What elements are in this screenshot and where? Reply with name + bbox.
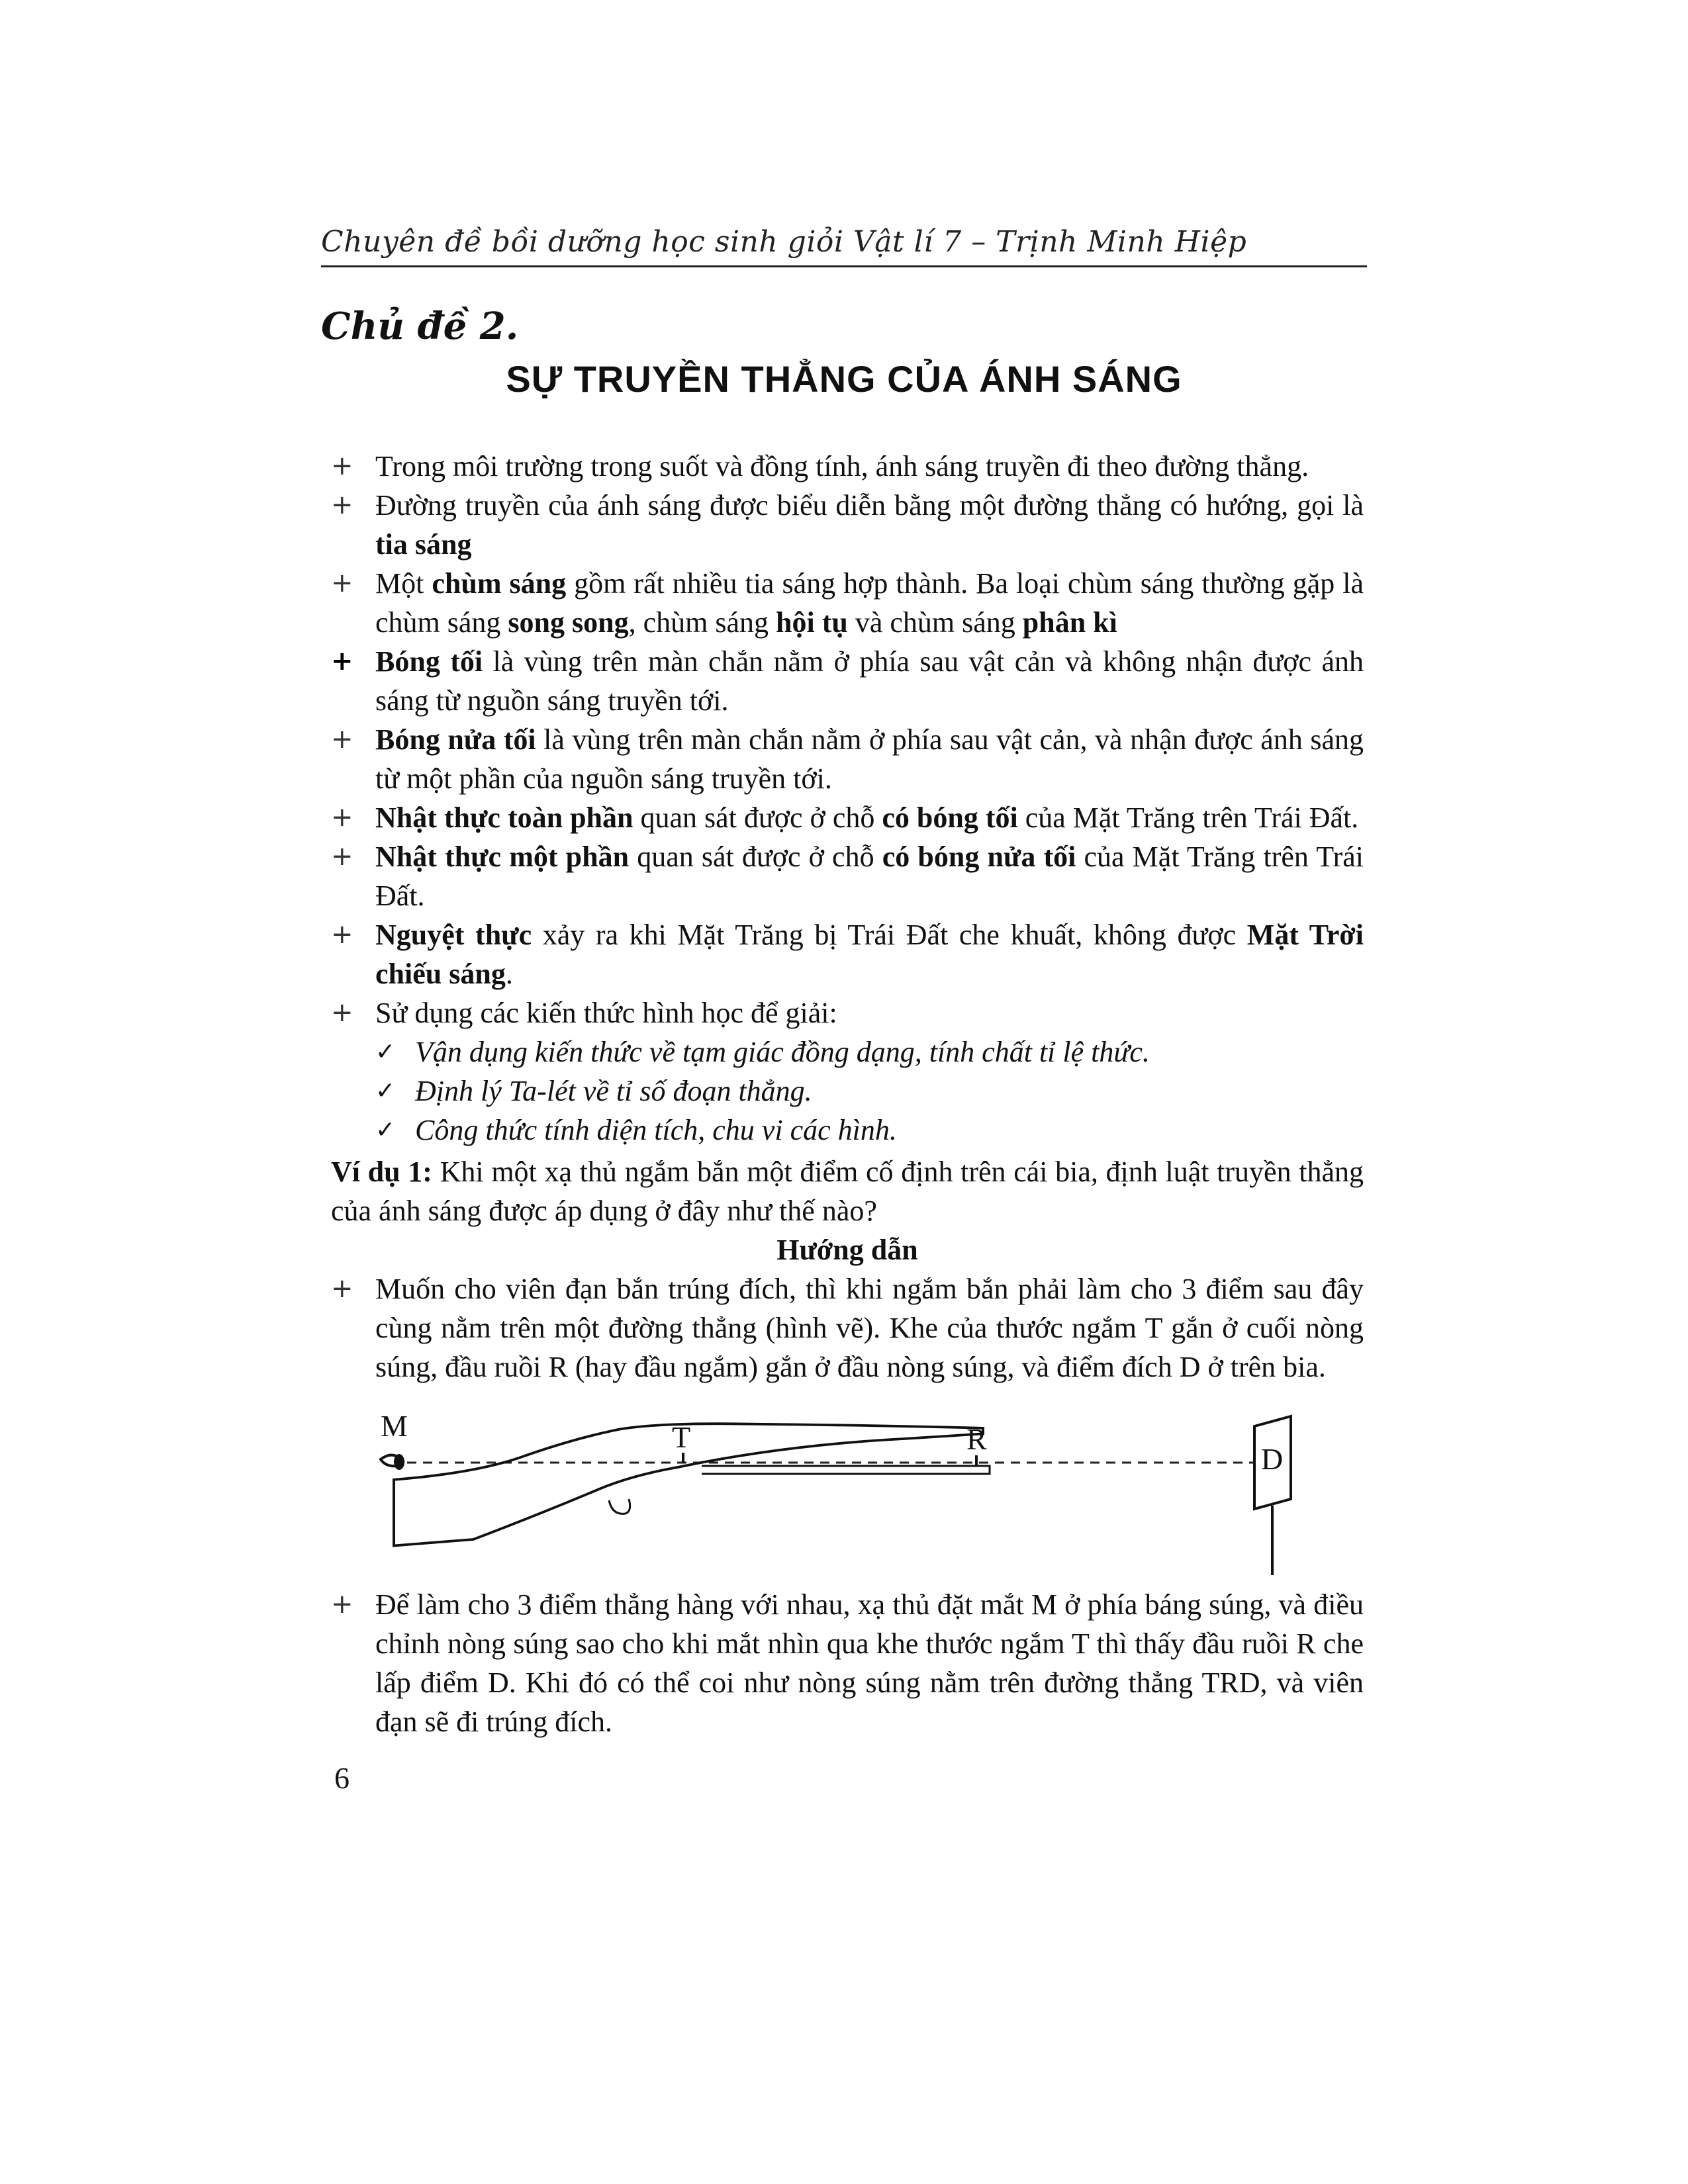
bullet-item: [331, 837, 1364, 915]
checkmark-icon: ✓: [375, 1077, 396, 1105]
answer-item: [331, 1269, 1364, 1387]
bullet-item: [331, 798, 1364, 837]
bullet-text: Một: [375, 567, 432, 600]
answer-item: [331, 1585, 1364, 1741]
check-item: [375, 1032, 1364, 1071]
bullet-text: của Mặt Trăng trên Trái Đất.: [375, 841, 1364, 912]
check-text: Vận dụng kiến thức về tạm giác đồng dạng, tính chất tỉ lệ thức.: [415, 1036, 1150, 1068]
bold-term: hội tụ: [776, 606, 848, 639]
bold-term: Nguyệt thực: [375, 919, 532, 951]
plus-icon: +: [331, 568, 353, 598]
bullet-item: [331, 993, 1364, 1032]
example-label: Ví dụ 1:: [331, 1156, 432, 1188]
bold-term: có bóng nửa tối: [882, 841, 1076, 873]
bold-term: Bóng nửa tối: [375, 723, 536, 756]
label-m: M: [381, 1409, 408, 1443]
rifle-diagram: [331, 1400, 1364, 1578]
bullet-item: [331, 447, 1364, 486]
bullet-text: quan sát được ở chỗ: [629, 841, 882, 873]
rifle-aiming-figure: [331, 1400, 1364, 1578]
bold-term: có bóng tối: [882, 801, 1018, 834]
bullet-text: .: [505, 958, 513, 990]
plus-icon: +: [331, 919, 353, 950]
checkmark-icon: ✓: [375, 1116, 396, 1144]
bullet-text: xảy ra khi Mặt Trăng bị Trái Đất che khuất, không được: [532, 919, 1247, 951]
plus-icon: +: [331, 802, 353, 833]
bold-term: song song: [508, 606, 629, 639]
bold-term: Bóng tối: [375, 645, 483, 678]
topic-label: Chủ đề 2.: [321, 304, 519, 348]
bullet-item: [331, 486, 1364, 564]
plus-icon: +: [331, 1589, 353, 1619]
trigger-guard: [609, 1499, 630, 1514]
answer-text: Muốn cho viên đạn bắn trúng đích, thì khi ngắm bắn phải làm cho 3 điểm sau đây cùng nằm trên một đường thẳng (hình vẽ). Khe của thước ngắm T gắn ở cuối nòng súng, đầu ruồi R (hay đầu ngắm) gắn ở đầu nòng súng, và điểm đích D ở trên bia.: [375, 1273, 1364, 1383]
bullet-item: [331, 915, 1364, 993]
bullet-item: [331, 642, 1364, 720]
bold-term: chùm sáng: [432, 567, 567, 600]
label-t: T: [672, 1420, 691, 1454]
bullet-text: gồm rất nhiều tia sáng hợp thành. Ba loại chùm sáng thường gặp là chùm sáng: [375, 567, 1364, 639]
bullet-text: , chùm sáng: [628, 606, 776, 639]
check-list: [331, 1032, 1364, 1150]
bold-term: Nhật thực toàn phần: [375, 801, 633, 834]
check-text: Định lý Ta-lét về tỉ số đoạn thẳng.: [415, 1075, 812, 1107]
check-item: [375, 1111, 1364, 1150]
bullet-text: là vùng trên màn chắn nằm ở phía sau vật cản và không nhận được ánh sáng từ nguồn sáng truyền tới.: [375, 645, 1364, 717]
running-header: Chuyên đề bồi dưỡng học sinh giỏi Vật lí 7 – Trịnh Minh Hiệp: [321, 225, 1367, 267]
bullet-text: của Mặt Trăng trên Trái Đất.: [1017, 801, 1359, 834]
example-question-text: Khi một xạ thủ ngắm bắn một điểm cố định trên cái bia, định luật truyền thẳng của ánh sáng được áp dụng ở đây như thế nào?: [331, 1156, 1364, 1227]
plus-icon: +: [331, 841, 353, 872]
plus-icon: +: [331, 451, 353, 481]
answer-text: Để làm cho 3 điểm thẳng hàng với nhau, xạ thủ đặt mắt M ở phía báng súng, và điều chỉnh nòng súng sao cho khi mắt nhìn qua khe thước ngắm T thì thấy đầu ruồi R che lấp điểm D. Khi đó có thể coi như nòng súng nằm trên đường thẳng TRD, và viên đạn sẽ đi trúng đích.: [375, 1588, 1364, 1738]
bullet-item: [331, 564, 1364, 642]
plus-icon: +: [331, 724, 353, 754]
rifle-barrel: [702, 1466, 990, 1474]
bullet-text: Trong môi trường trong suốt và đồng tính, ánh sáng truyền đi theo đường thẳng.: [375, 450, 1309, 482]
bold-term: Nhật thực một phần: [375, 841, 630, 873]
bullet-text: Đường truyền của ánh sáng được biểu diễn bằng một đường thẳng có hướng, gọi là: [375, 489, 1364, 522]
page-number: 6: [334, 1761, 350, 1795]
label-r: R: [966, 1422, 987, 1456]
guide-title: Hướng dẫn: [776, 1234, 918, 1266]
plus-icon: +: [331, 646, 353, 676]
plus-icon: +: [331, 490, 353, 520]
bold-term: phân kì: [1022, 606, 1117, 639]
bullet-text: quan sát được ở chỗ: [633, 801, 882, 834]
bold-term: Mặt Trời chiếu sáng: [375, 919, 1364, 990]
bullet-item: [331, 720, 1364, 798]
eye-icon: [381, 1454, 404, 1470]
check-item: [375, 1071, 1364, 1111]
check-text: Công thức tính diện tích, chu vi các hình.: [415, 1114, 897, 1146]
label-d: D: [1261, 1442, 1284, 1476]
plus-icon: +: [331, 997, 353, 1028]
bullet-text: Sử dụng các kiến thức hình học để giải:: [375, 997, 837, 1029]
bullet-text: là vùng trên màn chắn nằm ở phía sau vật cản, và nhận được ánh sáng từ một phần của nguồn sáng truyền tới.: [375, 723, 1364, 795]
content-body: [331, 447, 1364, 1741]
bold-term: tia sáng: [375, 528, 472, 561]
checkmark-icon: ✓: [375, 1038, 396, 1066]
example-question: [331, 1152, 1364, 1230]
bullet-text: và chùm sáng: [847, 606, 1023, 639]
chapter-title: SỰ TRUYỀN THẲNG CỦA ÁNH SÁNG: [506, 358, 1182, 400]
plus-icon: +: [331, 1273, 353, 1304]
